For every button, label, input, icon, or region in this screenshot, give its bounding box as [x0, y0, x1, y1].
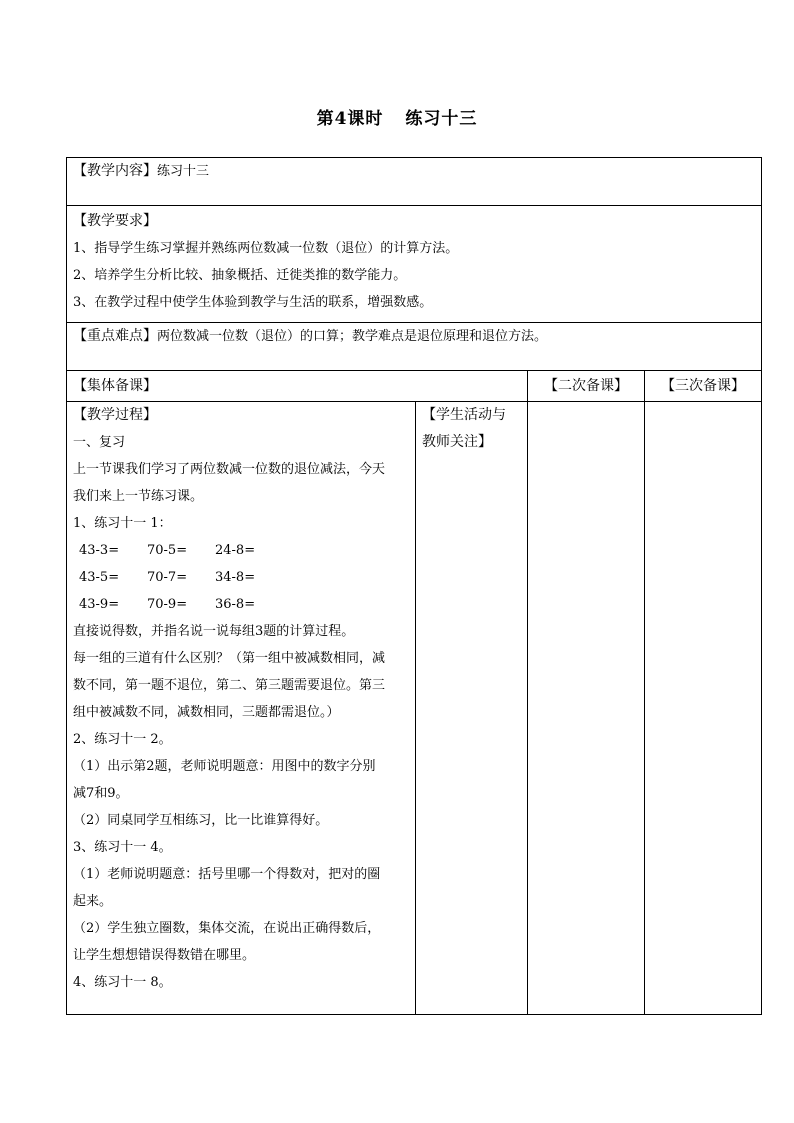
- collective-prep-header: 【集体备课】: [67, 371, 528, 402]
- drill-item: 24-8=: [215, 543, 256, 558]
- student-notes-cell: [416, 402, 528, 1015]
- process-label: 【教学过程】: [73, 407, 157, 423]
- key-points-row: [67, 323, 762, 371]
- content-row: [67, 158, 762, 206]
- requirement-item: 1、指导学生练习掌握并熟练两位数减一位数（退位）的计算方法。: [73, 241, 459, 256]
- exercise-2-step: （1）出示第2题，老师说明题意：用图中的数字分别: [73, 759, 376, 774]
- student-notes-label: 教师关注】: [422, 434, 492, 450]
- drill-row: [73, 537, 409, 564]
- drill-item: 43-5=: [79, 570, 120, 585]
- lesson-number: 第4课时: [316, 109, 384, 129]
- exercise-3-title: 3、练习十一 4。: [73, 840, 172, 855]
- drill-item: 43-9=: [79, 597, 120, 612]
- lesson-name: 练习十三: [405, 109, 478, 129]
- key-points-label: 【重点难点】: [73, 328, 157, 344]
- exercise-3-step: 让学生想想错误得数错在哪里。: [73, 948, 256, 963]
- drill-item: 70-7=: [147, 570, 188, 585]
- exercise-1-note: 直接说得数，并指名说一说每组3题的计算过程。: [73, 624, 355, 639]
- drill-item: 34-8=: [215, 570, 256, 585]
- third-prep-header: 【三次备课】: [645, 371, 762, 402]
- page-title: [0, 104, 794, 129]
- exercise-2-step: （2）同桌同学互相练习，比一比谁算得好。: [73, 813, 329, 828]
- exercise-3-step: （2）学生独立圈数，集体交流，在说出正确得数后，: [73, 921, 381, 936]
- review-title: 一、复习: [73, 435, 126, 450]
- exercise-1-title: 1、练习十一 1：: [73, 516, 172, 531]
- key-points-cell: [67, 323, 762, 371]
- drill-item: 43-3=: [79, 543, 120, 558]
- student-notes-label: 【学生活动与: [422, 407, 506, 423]
- requirements-cell: [67, 206, 762, 323]
- intro-text: 我们来上一节练习课。: [73, 489, 204, 504]
- key-points-value: 两位数减一位数（退位）的口算；教学难点是退位原理和退位方法。: [157, 329, 548, 344]
- requirements-label: 【教学要求】: [73, 213, 157, 229]
- exercise-1-question: 数不同，第一题不退位，第二、第三题需要退位。第三: [73, 678, 386, 693]
- teaching-process-cell: [67, 402, 416, 1015]
- exercise-4-title: 4、练习十一 8。: [73, 975, 172, 990]
- exercise-2-title: 2、练习十一 2。: [73, 732, 172, 747]
- content-cell: [67, 158, 762, 206]
- requirement-item: 2、培养学生分析比较、抽象概括、迁徙类推的数学能力。: [73, 268, 407, 283]
- drill-item: 36-8=: [215, 597, 256, 612]
- drill-item: 70-5=: [147, 543, 188, 558]
- exercise-2-step: 减7和9。: [73, 786, 129, 801]
- lesson-plan-table: [66, 157, 762, 1015]
- drill-row: [73, 564, 409, 591]
- exercise-1-question: 每一组的三道有什么区别？（第一组中被减数相同，减: [73, 651, 386, 666]
- exercise-3-step: （1）老师说明题意：括号里哪一个得数对，把对的圈: [73, 867, 381, 882]
- second-prep-header: 【二次备课】: [528, 371, 645, 402]
- exercise-1-question: 组中被减数不同，减数相同，三题都需退位。）: [73, 705, 340, 720]
- drill-row: [73, 591, 409, 618]
- requirement-item: 3、在教学过程中使学生体验到教学与生活的联系，增强数感。: [73, 295, 433, 310]
- content-label: 【教学内容】: [73, 163, 157, 179]
- content-value: 练习十三: [157, 164, 210, 179]
- drill-item: 70-9=: [147, 597, 188, 612]
- second-prep-cell: [528, 402, 645, 1015]
- requirements-row: [67, 206, 762, 323]
- intro-text: 上一节课我们学习了两位数减一位数的退位减法，今天: [73, 462, 386, 477]
- teaching-process-row: [67, 402, 762, 1015]
- section-header-row: [67, 371, 762, 402]
- third-prep-cell: [645, 402, 762, 1015]
- exercise-3-step: 起来。: [73, 894, 113, 909]
